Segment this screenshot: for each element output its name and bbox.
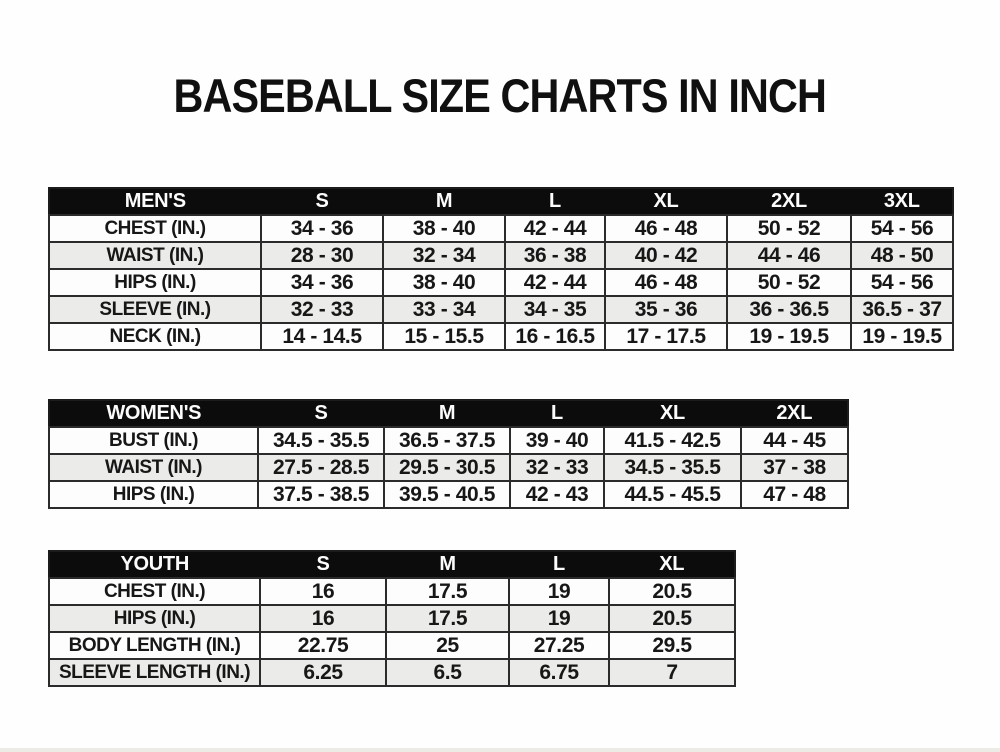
row-label: HIPS (IN.) (49, 481, 258, 508)
size-cell: 20.5 (609, 578, 735, 605)
size-cell: 50 - 52 (727, 269, 851, 296)
mens-waist-row (49, 242, 953, 269)
youth-col-xl: XL (609, 551, 735, 578)
size-cell: 27.25 (509, 632, 609, 659)
mens-col-3xl: 3XL (851, 188, 953, 215)
youth-hips-row (49, 605, 735, 632)
size-cell: 17.5 (386, 605, 509, 632)
size-cell: 16 (260, 578, 386, 605)
size-cell: 42 - 43 (510, 481, 604, 508)
mens-col-xl: XL (605, 188, 727, 215)
row-label: SLEEVE (IN.) (49, 296, 261, 323)
size-cell: 15 - 15.5 (383, 323, 505, 350)
size-cell: 34 - 36 (261, 269, 383, 296)
row-label: WAIST (IN.) (49, 242, 261, 269)
youth-sleeve-length-row (49, 659, 735, 686)
size-cell: 44 - 45 (741, 427, 848, 454)
womens-bust-row (49, 427, 848, 454)
size-cell: 42 - 44 (505, 215, 605, 242)
size-cell: 37 - 38 (741, 454, 848, 481)
size-cell: 19 (509, 578, 609, 605)
size-cell: 37.5 - 38.5 (258, 481, 384, 508)
youth-header-row (49, 551, 735, 578)
size-cell: 39.5 - 40.5 (384, 481, 510, 508)
size-cell: 17 - 17.5 (605, 323, 727, 350)
mens-chest-row (49, 215, 953, 242)
womens-size-table (48, 399, 849, 509)
size-cell: 34 - 36 (261, 215, 383, 242)
row-label: NECK (IN.) (49, 323, 261, 350)
size-cell: 54 - 56 (851, 215, 953, 242)
size-cell: 42 - 44 (505, 269, 605, 296)
womens-header-row (49, 400, 848, 427)
size-cell: 34.5 - 35.5 (258, 427, 384, 454)
size-cell: 38 - 40 (383, 215, 505, 242)
size-cell: 36 - 36.5 (727, 296, 851, 323)
size-cell: 32 - 33 (261, 296, 383, 323)
youth-col-l: L (509, 551, 609, 578)
page-title-text: BASEBALL SIZE CHARTS IN INCH (173, 69, 827, 122)
size-cell: 44.5 - 45.5 (604, 481, 741, 508)
size-cell: 25 (386, 632, 509, 659)
mens-header-row (49, 188, 953, 215)
womens-hips-row (49, 481, 848, 508)
scan-edge-artifact (0, 748, 1000, 752)
size-cell: 27.5 - 28.5 (258, 454, 384, 481)
womens-col-l: L (510, 400, 604, 427)
row-label: HIPS (IN.) (49, 269, 261, 296)
size-cell: 44 - 46 (727, 242, 851, 269)
size-cell: 36.5 - 37 (851, 296, 953, 323)
size-cell: 29.5 (609, 632, 735, 659)
size-cell: 39 - 40 (510, 427, 604, 454)
mens-col-m: M (383, 188, 505, 215)
size-cell: 17.5 (386, 578, 509, 605)
youth-col-s: S (260, 551, 386, 578)
womens-col-xl: XL (604, 400, 741, 427)
row-label: SLEEVE LENGTH (IN.) (49, 659, 260, 686)
size-cell: 6.25 (260, 659, 386, 686)
size-cell: 46 - 48 (605, 215, 727, 242)
size-cell: 50 - 52 (727, 215, 851, 242)
row-label: CHEST (IN.) (49, 578, 260, 605)
size-cell: 19 (509, 605, 609, 632)
size-cell: 22.75 (260, 632, 386, 659)
row-label: WAIST (IN.) (49, 454, 258, 481)
size-cell: 34 - 35 (505, 296, 605, 323)
womens-waist-row (49, 454, 848, 481)
youth-body-length-row (49, 632, 735, 659)
size-cell: 48 - 50 (851, 242, 953, 269)
size-cell: 41.5 - 42.5 (604, 427, 741, 454)
size-cell: 6.75 (509, 659, 609, 686)
mens-neck-row (49, 323, 953, 350)
size-cell: 36.5 - 37.5 (384, 427, 510, 454)
size-cell: 16 - 16.5 (505, 323, 605, 350)
size-cell: 34.5 - 35.5 (604, 454, 741, 481)
row-label: BUST (IN.) (49, 427, 258, 454)
size-cell: 33 - 34 (383, 296, 505, 323)
womens-table-title: WOMEN'S (49, 400, 258, 427)
mens-col-2xl: 2XL (727, 188, 851, 215)
youth-col-m: M (386, 551, 509, 578)
size-cell: 38 - 40 (383, 269, 505, 296)
size-cell: 54 - 56 (851, 269, 953, 296)
mens-size-table (48, 187, 954, 351)
size-cell: 6.5 (386, 659, 509, 686)
mens-table-title: MEN'S (49, 188, 261, 215)
mens-col-s: S (261, 188, 383, 215)
womens-col-s: S (258, 400, 384, 427)
womens-col-2xl: 2XL (741, 400, 848, 427)
row-label: CHEST (IN.) (49, 215, 261, 242)
size-cell: 40 - 42 (605, 242, 727, 269)
mens-hips-row (49, 269, 953, 296)
size-cell: 7 (609, 659, 735, 686)
size-cell: 28 - 30 (261, 242, 383, 269)
youth-chest-row (49, 578, 735, 605)
size-cell: 32 - 33 (510, 454, 604, 481)
mens-sleeve-row (49, 296, 953, 323)
size-cell: 14 - 14.5 (261, 323, 383, 350)
youth-table-title: YOUTH (49, 551, 260, 578)
size-cell: 29.5 - 30.5 (384, 454, 510, 481)
size-cell: 32 - 34 (383, 242, 505, 269)
womens-col-m: M (384, 400, 510, 427)
size-cell: 16 (260, 605, 386, 632)
size-cell: 46 - 48 (605, 269, 727, 296)
page-title (0, 69, 1000, 122)
mens-col-l: L (505, 188, 605, 215)
row-label: HIPS (IN.) (49, 605, 260, 632)
size-cell: 20.5 (609, 605, 735, 632)
size-cell: 47 - 48 (741, 481, 848, 508)
size-cell: 35 - 36 (605, 296, 727, 323)
size-cell: 19 - 19.5 (727, 323, 851, 350)
size-cell: 19 - 19.5 (851, 323, 953, 350)
size-cell: 36 - 38 (505, 242, 605, 269)
youth-size-table (48, 550, 736, 687)
row-label: BODY LENGTH (IN.) (49, 632, 260, 659)
